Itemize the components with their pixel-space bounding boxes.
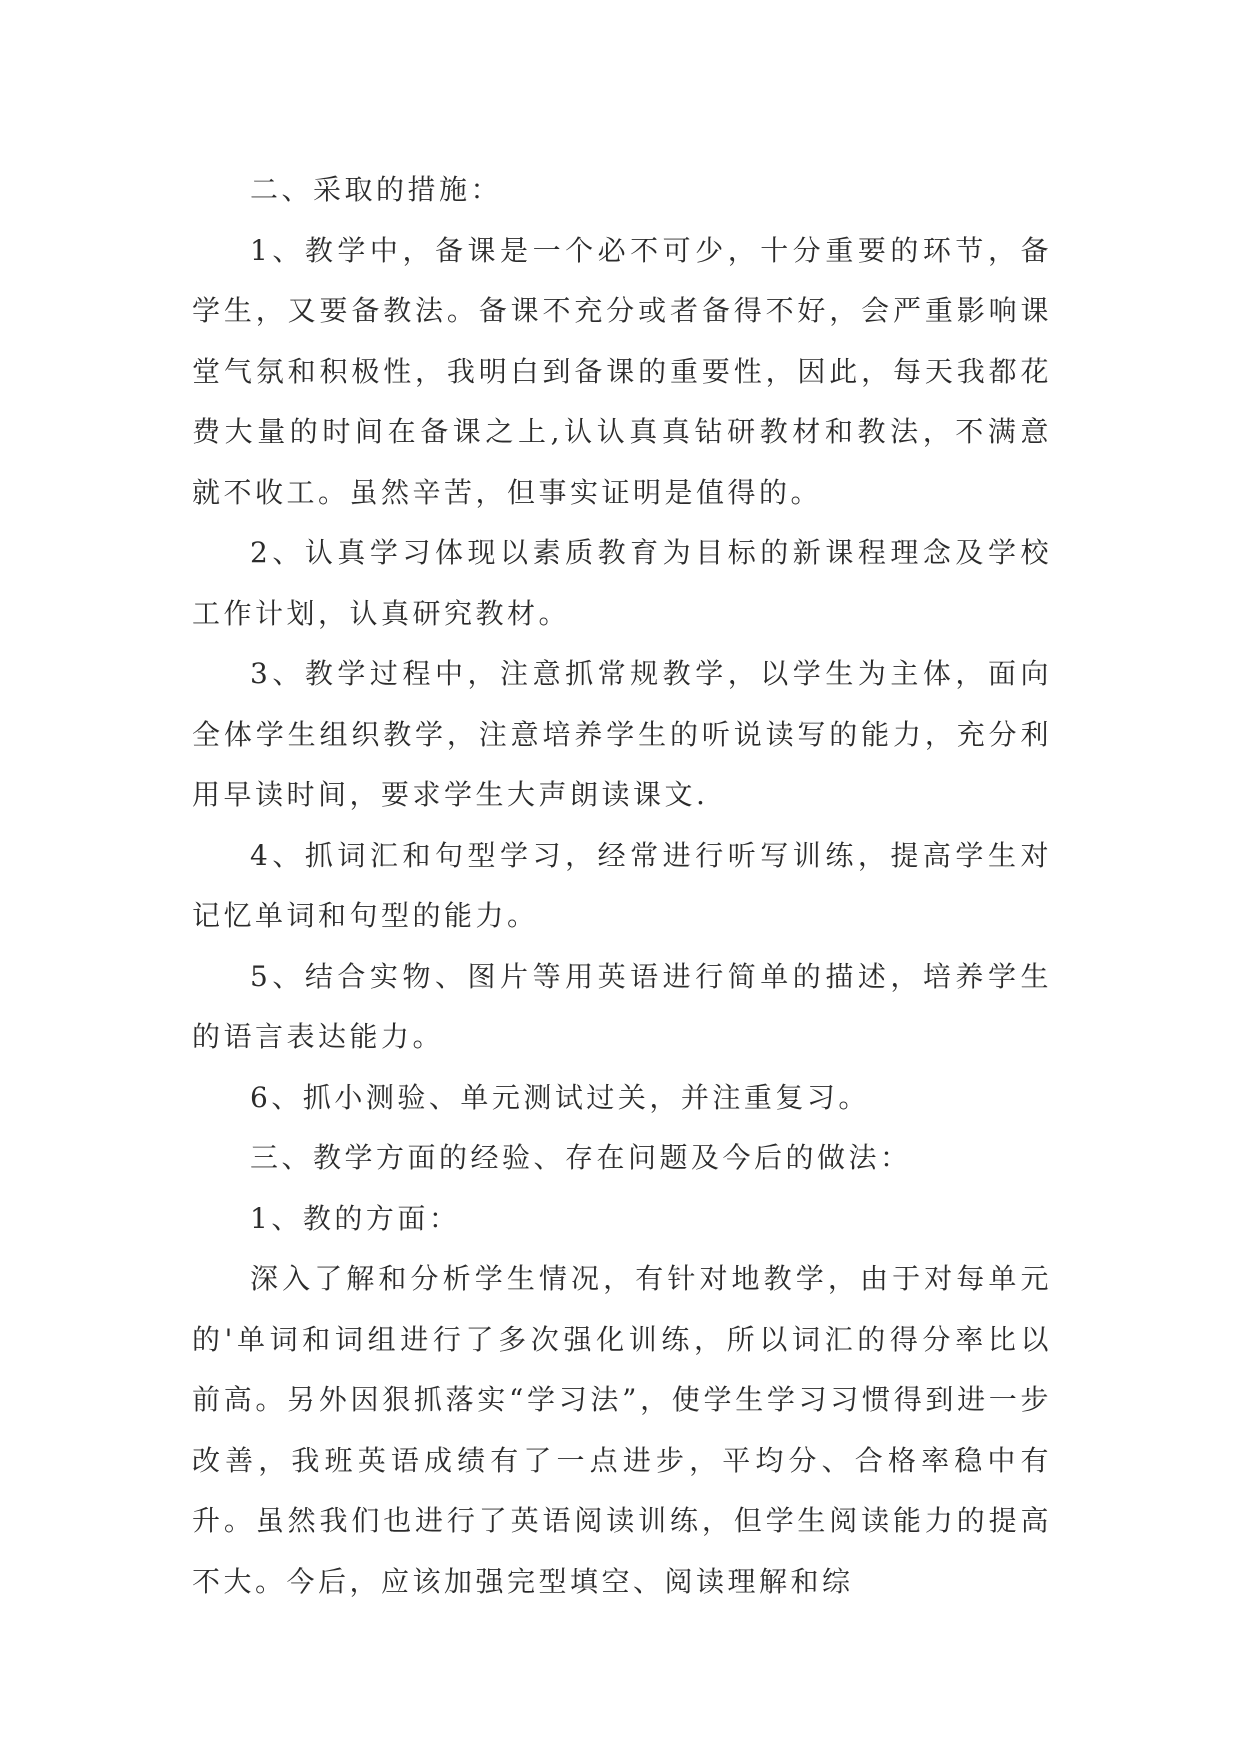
paragraph-measure-6: 6、抓小测验、单元测试过关，并注重复习。 — [250, 1080, 870, 1114]
paragraph-measure-5: 5、结合实物、图片等用英语进行简单的描述，培养学生的语言表达能力。 — [192, 959, 1052, 1053]
paragraph-measure-2: 2、认真学习体现以素质教育为目标的新课程理念及学校工作计划，认真研究教材。 — [192, 536, 1052, 630]
paragraph-teaching-details: 深入了解和分析学生情况，有针对地教学，由于对每单元的'单词和词组进行了多次强化训练，所以词汇的得分率比以前高。另外因狠抓落实“学习法”，使学生学习习惯得到进一步改善，我班英语成绩有了一点进步，平均分、合格率稳中有升。虽然我们也进行了英语阅读训练，但学生阅读能力的提高不大。今后，应该加强完型填空、阅读理解和综 — [192, 1262, 1052, 1598]
paragraph-measure-4: 4、抓词汇和句型学习，经常进行听写训练，提高学生对记忆单词和句型的能力。 — [192, 838, 1052, 932]
document-body — [192, 160, 1052, 1612]
section-heading-measures: 二、采取的措施： — [250, 173, 503, 206]
paragraph-measure-1: 1、教学中，备课是一个必不可少，十分重要的环节，备学生，又要备教法。备课不充分或者备得不好，会严重影响课堂气氛和积极性，我明白到备课的重要性，因此，每天我都花费大量的时间在备课之上,认认真真钻研教材和教法，不满意就不收工。虽然辛苦，但事实证明是值得的。 — [192, 233, 1052, 509]
subheading-teaching: 1、教的方面： — [250, 1201, 461, 1235]
section-heading-experience: 三、教学方面的经验、存在问题及今后的做法： — [250, 1141, 912, 1174]
paragraph-measure-3: 3、教学过程中，注意抓常规教学，以学生为主体，面向全体学生组织教学，注意培养学生的听说读写的能力，充分利用早读时间，要求学生大声朗读课文. — [192, 657, 1052, 811]
